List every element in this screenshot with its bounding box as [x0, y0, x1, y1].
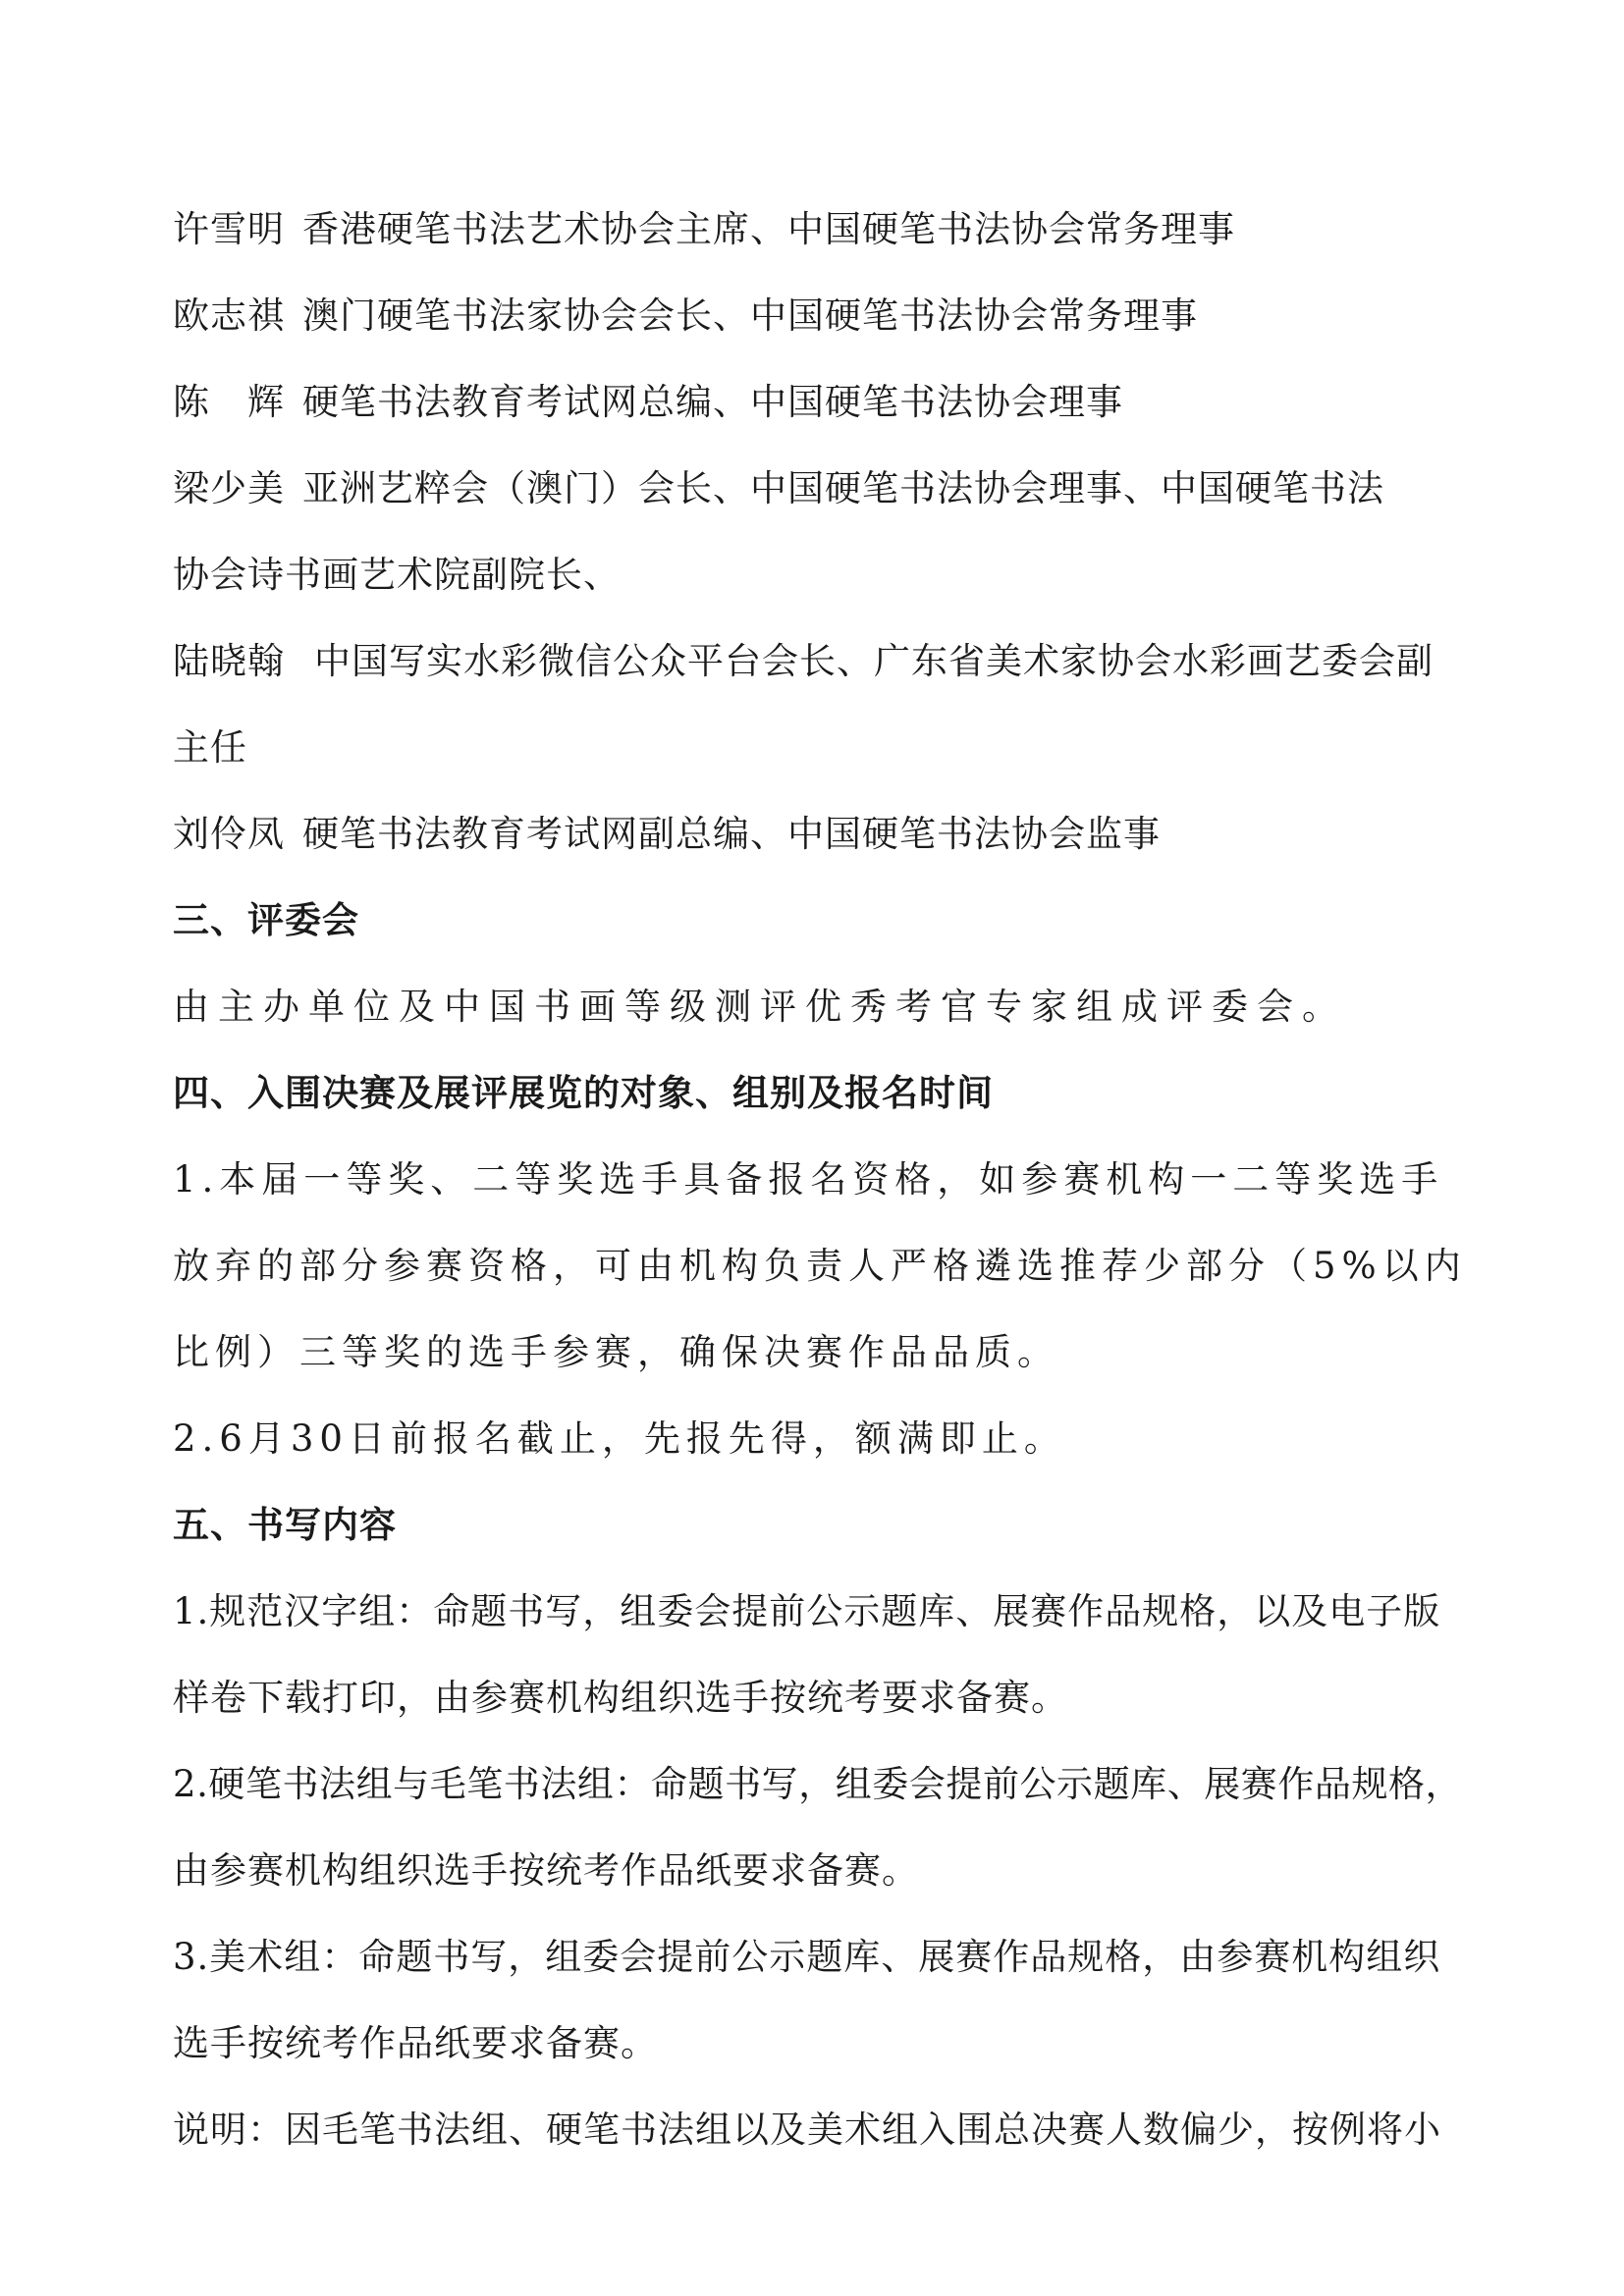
member-line-5-cont — [173, 705, 1469, 791]
section-4-paragraph-1-line-1: 1.本届一等奖、二等奖选手具备报名资格，如参赛机构一二等奖选手 — [173, 1158, 1444, 1201]
member-name: 欧志祺 — [173, 294, 285, 337]
member-title: 亚洲艺粹会（澳门）会长、中国硬笔书法协会理事、中国硬笔书法 — [302, 467, 1384, 509]
section-4-heading: 四、入围决赛及展评展览的对象、组别及报名时间 — [173, 1072, 994, 1114]
section-5-paragraph-2-line-2: 由参赛机构组织选手按统考作品纸要求备赛。 — [173, 1849, 919, 1892]
section-5-paragraph-3-line-1: 3.美术组：命题书写，组委会提前公示题库、展赛作品规格，由参赛机构组织 — [173, 1936, 1441, 1978]
section-3-heading: 三、评委会 — [173, 899, 359, 941]
document-body — [173, 187, 1469, 2173]
member-title: 中国写实水彩微信公众平台会长、广东省美术家协会水彩画艺委会副 — [314, 640, 1434, 682]
section-5-heading: 五、书写内容 — [173, 1504, 397, 1546]
member-line-1 — [173, 187, 1469, 273]
section-4-paragraph-1-line-3: 比例）三等奖的选手参赛，确保决赛作品品质。 — [173, 1331, 1059, 1373]
member-line-2 — [173, 273, 1469, 359]
member-name: 许雪明 — [173, 208, 285, 250]
member-title-continued: 协会诗书画艺术院副院长、 — [173, 554, 621, 596]
member-line-6 — [173, 791, 1469, 878]
section-5-paragraph-1-line-1: 1.规范汉字组：命题书写，组委会提前公示题库、展赛作品规格，以及电子版 — [173, 1590, 1441, 1632]
member-line-5 — [173, 618, 1469, 705]
member-line-4-cont — [173, 532, 1469, 618]
member-name: 刘伶凤 — [173, 813, 285, 855]
member-title: 澳门硬笔书法家协会会长、中国硬笔书法协会常务理事 — [302, 294, 1198, 337]
section-4-paragraph-1-line-2: 放弃的部分参赛资格，可由机构负责人严格遴选推荐少部分（5%以内 — [173, 1245, 1467, 1287]
member-name: 陆晓翰 — [173, 640, 285, 682]
section-3-body: 由主办单位及中国书画等级测评优秀考官专家组成评委会。 — [173, 986, 1347, 1028]
member-title: 硬笔书法教育考试网副总编、中国硬笔书法协会监事 — [302, 813, 1161, 855]
member-name: 陈 辉 — [173, 381, 285, 423]
section-5-paragraph-3-line-2: 选手按统考作品纸要求备赛。 — [173, 2022, 658, 2064]
member-line-3 — [173, 359, 1469, 446]
section-5-paragraph-2-line-1: 2.硬笔书法组与毛笔书法组：命题书写，组委会提前公示题库、展赛作品规格， — [173, 1763, 1463, 1805]
section-5-paragraph-1-line-2: 样卷下载打印，由参赛机构组织选手按统考要求备赛。 — [173, 1677, 1068, 1719]
member-title: 香港硬笔书法艺术协会主席、中国硬笔书法协会常务理事 — [302, 208, 1235, 250]
member-title: 硬笔书法教育考试网总编、中国硬笔书法协会理事 — [302, 381, 1123, 423]
member-title-continued: 主任 — [173, 726, 247, 769]
section-4-paragraph-2: 2.6月30日前报名截止，先报先得，额满即止。 — [173, 1417, 1066, 1460]
member-line-4 — [173, 446, 1469, 532]
section-5-note: 说明：因毛笔书法组、硬笔书法组以及美术组入围总决赛人数偏少，按例将小 — [173, 2109, 1441, 2151]
member-name: 梁少美 — [173, 467, 285, 509]
